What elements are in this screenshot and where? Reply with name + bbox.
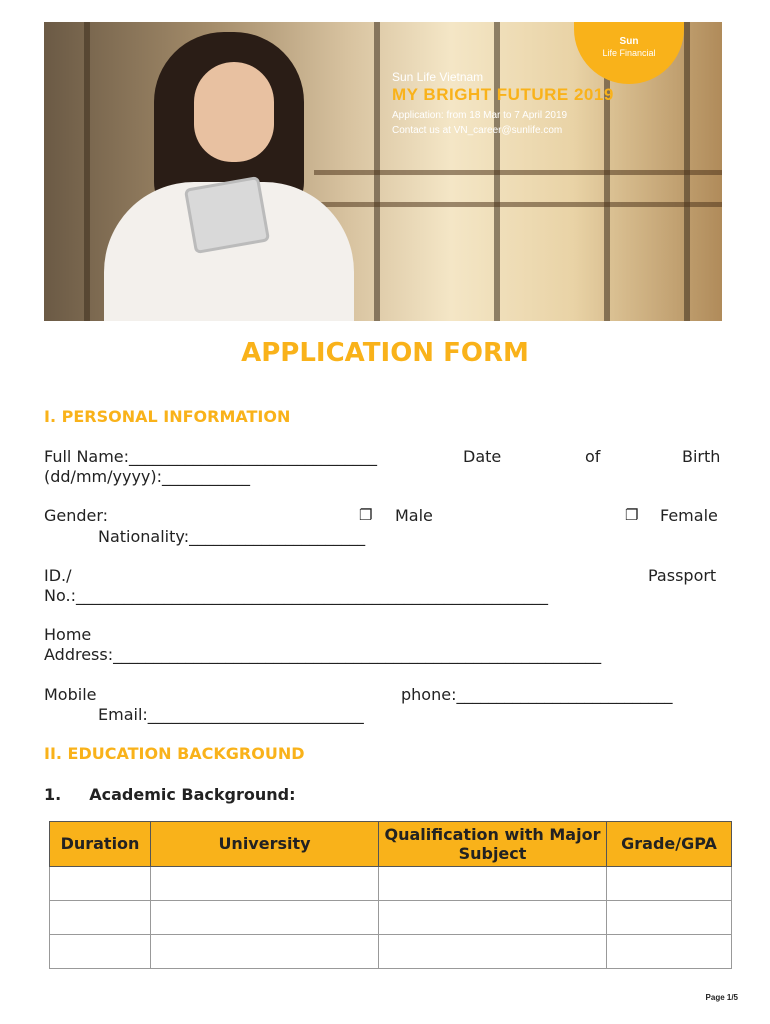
page-number: Page 1/5 (705, 993, 738, 1002)
table-cell[interactable] (151, 935, 379, 969)
table-cell[interactable] (607, 901, 732, 935)
table-row (50, 901, 732, 935)
mobile-label: Mobile (44, 685, 97, 704)
male-checkbox[interactable]: ❐ (359, 506, 373, 524)
nationality-field[interactable]: Nationality:______________________ (98, 527, 366, 546)
address-field[interactable]: Address:_____________________________________________________________ (44, 645, 602, 664)
sun-life-logo: Sun Life Financial (574, 22, 684, 84)
full-name-field[interactable]: Full Name:_______________________________ (44, 447, 378, 466)
dob-label-date: Date (463, 447, 502, 466)
education-heading: II. EDUCATION BACKGROUND (44, 744, 305, 763)
table-cell[interactable] (151, 901, 379, 935)
column-header: Duration (50, 822, 151, 867)
id-label: ID./ (44, 566, 72, 585)
email-field[interactable]: Email:___________________________ (98, 705, 364, 724)
column-header: University (151, 822, 379, 867)
table-cell[interactable] (379, 901, 607, 935)
page-title: APPLICATION FORM (241, 338, 529, 368)
tablet-icon (184, 176, 270, 254)
dob-label-birth: Birth (682, 447, 721, 466)
table-cell[interactable] (607, 867, 732, 901)
table-row (50, 935, 732, 969)
table-header-row (50, 822, 732, 867)
personal-info-heading: I. PERSONAL INFORMATION (44, 407, 291, 426)
table-cell[interactable] (151, 867, 379, 901)
column-header: Grade/GPA (607, 822, 732, 867)
academic-background-heading: 1. Academic Background: (44, 785, 296, 804)
banner-application-period: Application: from 18 Mar to 7 April 2019 (392, 110, 568, 121)
mobile-phone-field[interactable]: phone:___________________________ (401, 685, 673, 704)
female-checkbox[interactable]: ❐ (625, 506, 639, 524)
gender-label: Gender: (44, 506, 109, 525)
table-cell[interactable] (50, 867, 151, 901)
academic-background-table (49, 821, 732, 969)
dob-label-of: of (585, 447, 601, 466)
male-label: Male (395, 506, 433, 525)
passport-label: Passport (648, 566, 717, 585)
banner-contact: Contact us at VN_career@sunlife.com (392, 125, 563, 136)
column-header: Qualification with Major Subject (379, 822, 607, 867)
table-cell[interactable] (379, 867, 607, 901)
dob-field[interactable]: (dd/mm/yyyy):___________ (44, 467, 251, 486)
header-banner-image (44, 22, 722, 321)
table-cell[interactable] (607, 935, 732, 969)
table-cell[interactable] (50, 901, 151, 935)
table-cell[interactable] (379, 935, 607, 969)
table-row (50, 867, 732, 901)
banner-company: Sun Life Vietnam (392, 70, 484, 84)
id-passport-field[interactable]: No.:___________________________________________________________ (44, 586, 548, 605)
table-cell[interactable] (50, 935, 151, 969)
banner-program-title: MY BRIGHT FUTURE 2019 (392, 85, 614, 104)
female-label: Female (660, 506, 718, 525)
home-label: Home (44, 625, 92, 644)
